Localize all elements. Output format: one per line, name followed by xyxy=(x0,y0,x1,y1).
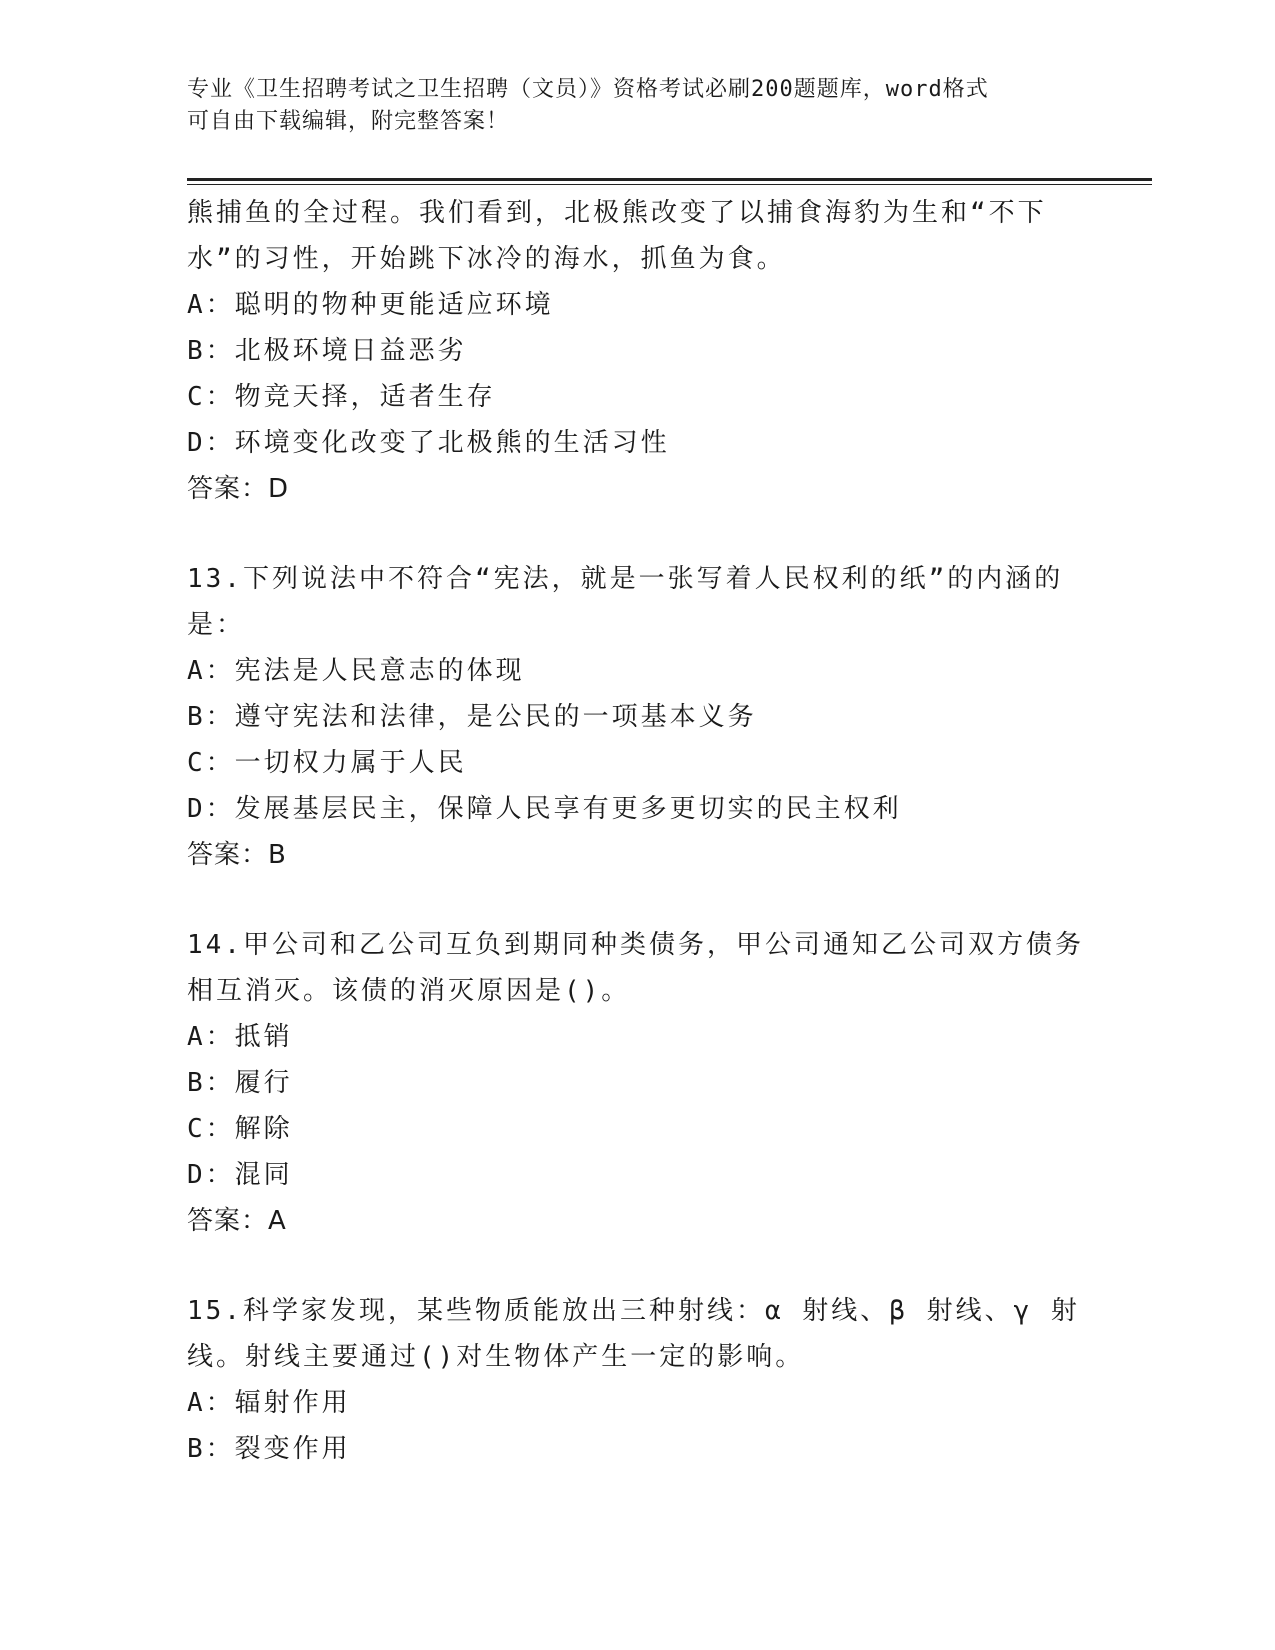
option-a: A：宪法是人民意志的体现 xyxy=(187,656,525,686)
header-divider-thin xyxy=(187,184,1152,185)
question-stem-line: 相互消灭。该债的消灭原因是()。 xyxy=(187,976,631,1006)
document-header xyxy=(187,74,1087,138)
spacer xyxy=(187,1244,1087,1288)
question-stem-line: 线。射线主要通过()对生物体产生一定的影响。 xyxy=(187,1342,805,1372)
option-b: B：遵守宪法和法律，是公民的一项基本义务 xyxy=(187,702,757,732)
answer-line: 答案：D xyxy=(187,474,290,504)
option-d: D：环境变化改变了北极熊的生活习性 xyxy=(187,428,670,458)
option-a: A：聪明的物种更能适应环境 xyxy=(187,290,554,320)
option-d: D：发展基层民主，保障人民享有更多更切实的民主权利 xyxy=(187,794,902,824)
option-a: A：抵销 xyxy=(187,1022,293,1052)
question-stem-line: 水”的习性，开始跳下冰冷的海水，抓鱼为食。 xyxy=(187,244,786,274)
question-14 xyxy=(187,922,1087,1244)
answer-line: 答案：B xyxy=(187,840,287,870)
option-c: C：解除 xyxy=(187,1114,293,1144)
question-list xyxy=(187,190,1087,1472)
question-stem-line: 熊捕鱼的全过程。我们看到，北极熊改变了以捕食海豹为生和“不下 xyxy=(187,198,1047,228)
answer-line: 答案：A xyxy=(187,1206,287,1236)
option-d: D：混同 xyxy=(187,1160,293,1190)
spacer xyxy=(187,878,1087,922)
question-stem-line: 13.下列说法中不符合“宪法，就是一张写着人民权利的纸”的内涵的 xyxy=(187,564,1064,594)
option-c: C：一切权力属于人民 xyxy=(187,748,467,778)
question-stem-line: 是： xyxy=(187,610,246,640)
option-b: B：履行 xyxy=(187,1068,293,1098)
header-divider-thick xyxy=(187,178,1152,181)
option-c: C：物竞天择，适者生存 xyxy=(187,382,496,412)
option-a: A：辐射作用 xyxy=(187,1388,351,1418)
question-stem-line: 15.科学家发现，某些物质能放出三种射线：α 射线、β 射线、γ 射 xyxy=(187,1296,1080,1326)
header-title-line2: 可自由下载编辑，附完整答案！ xyxy=(187,109,510,134)
question-stem-line: 14.甲公司和乙公司互负到期同种类债务，甲公司通知乙公司双方债务 xyxy=(187,930,1084,960)
header-title-line1: 专业《卫生招聘考试之卫生招聘（文员）》资格考试必刷200题题库，word格式 xyxy=(187,77,989,102)
question-15 xyxy=(187,1288,1087,1472)
question-13 xyxy=(187,556,1087,878)
option-b: B：北极环境日益恶劣 xyxy=(187,336,467,366)
spacer xyxy=(187,512,1087,556)
question-12 xyxy=(187,190,1087,512)
option-b: B：裂变作用 xyxy=(187,1434,351,1464)
